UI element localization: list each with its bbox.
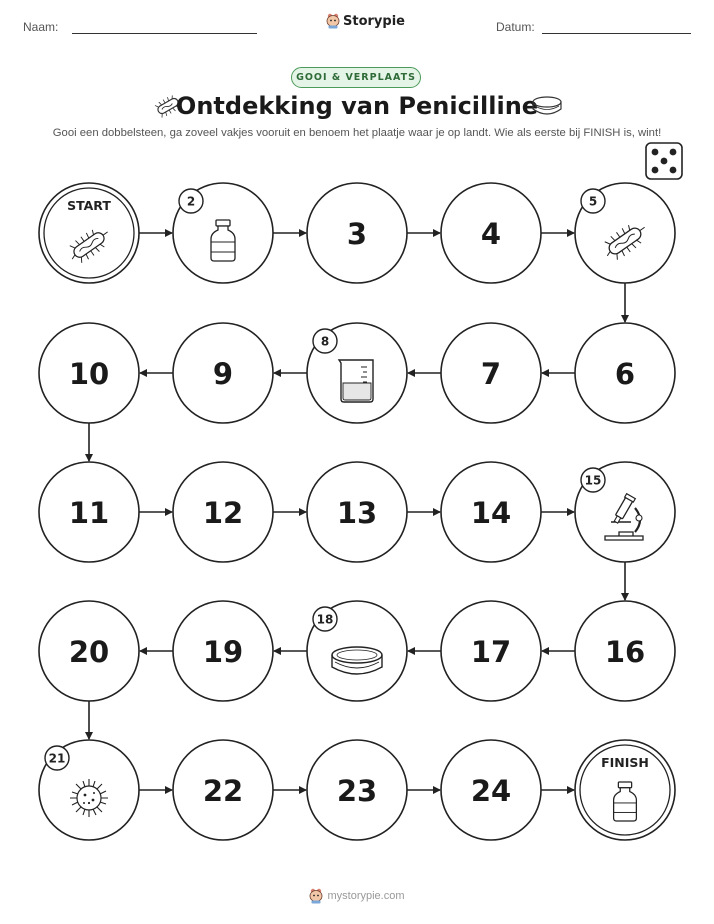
space-number: 13 [336,496,378,530]
board-space [173,462,273,562]
instructions: Gooi een dobbelsteen, ga zoveel vakjes vooruit en benoem het plaatje waar je op landt. Wie als eerste bij FINISH is, wint! [52,127,662,139]
board-space [173,323,273,423]
finish-space [575,740,675,840]
board-space [441,183,541,283]
board-space [173,740,273,840]
board-space [307,740,407,840]
space-number: 17 [470,635,512,669]
name-label: Naam: [23,20,59,34]
space-number: 7 [480,357,502,391]
space-number: 12 [202,496,244,530]
board-space [173,183,273,283]
space-number: 4 [480,217,502,251]
mascot-icon [309,888,323,904]
space-number: 23 [336,774,378,808]
board-space [307,601,407,701]
board-space [441,462,541,562]
footer-url: mystorypie.com [327,890,405,902]
space-number: 9 [212,357,234,391]
space-number: 6 [614,357,636,391]
board-space [307,462,407,562]
board-space [575,183,675,283]
finish-label: FINISH [601,755,649,770]
board-space [575,462,675,562]
space-number: 11 [68,496,110,530]
space-number: 24 [470,774,512,808]
date-label: Datum: [496,20,535,34]
board-space [441,323,541,423]
space-number: 15 [584,473,602,488]
board-space [39,462,139,562]
space-number: 10 [68,357,110,391]
board-space [575,601,675,701]
space-number: 21 [48,751,66,766]
page-title: Ontdekking van Penicilline [175,92,539,120]
space-number: 8 [320,334,330,349]
space-number: 20 [68,635,110,669]
board-space [39,740,139,840]
brand-name: Storypie [343,13,405,29]
space-number: 14 [470,496,512,530]
board-space [307,323,407,423]
space-number: 5 [588,194,598,209]
space-number: 18 [316,612,334,627]
board-space [39,601,139,701]
board-space [173,601,273,701]
space-number: 2 [186,194,196,209]
start-label: START [67,198,111,213]
game-type-badge: GOOI & VERPLAATS [291,67,421,88]
board-space [39,323,139,423]
board-space [441,601,541,701]
space-number: 16 [604,635,646,669]
start-space [39,183,139,283]
beaker-icon [339,360,373,402]
space-number: 22 [202,774,244,808]
board-space [575,323,675,423]
board-space [441,740,541,840]
footer [0,888,714,904]
board-space [307,183,407,283]
space-number: 19 [202,635,244,669]
space-number: 3 [346,217,368,251]
